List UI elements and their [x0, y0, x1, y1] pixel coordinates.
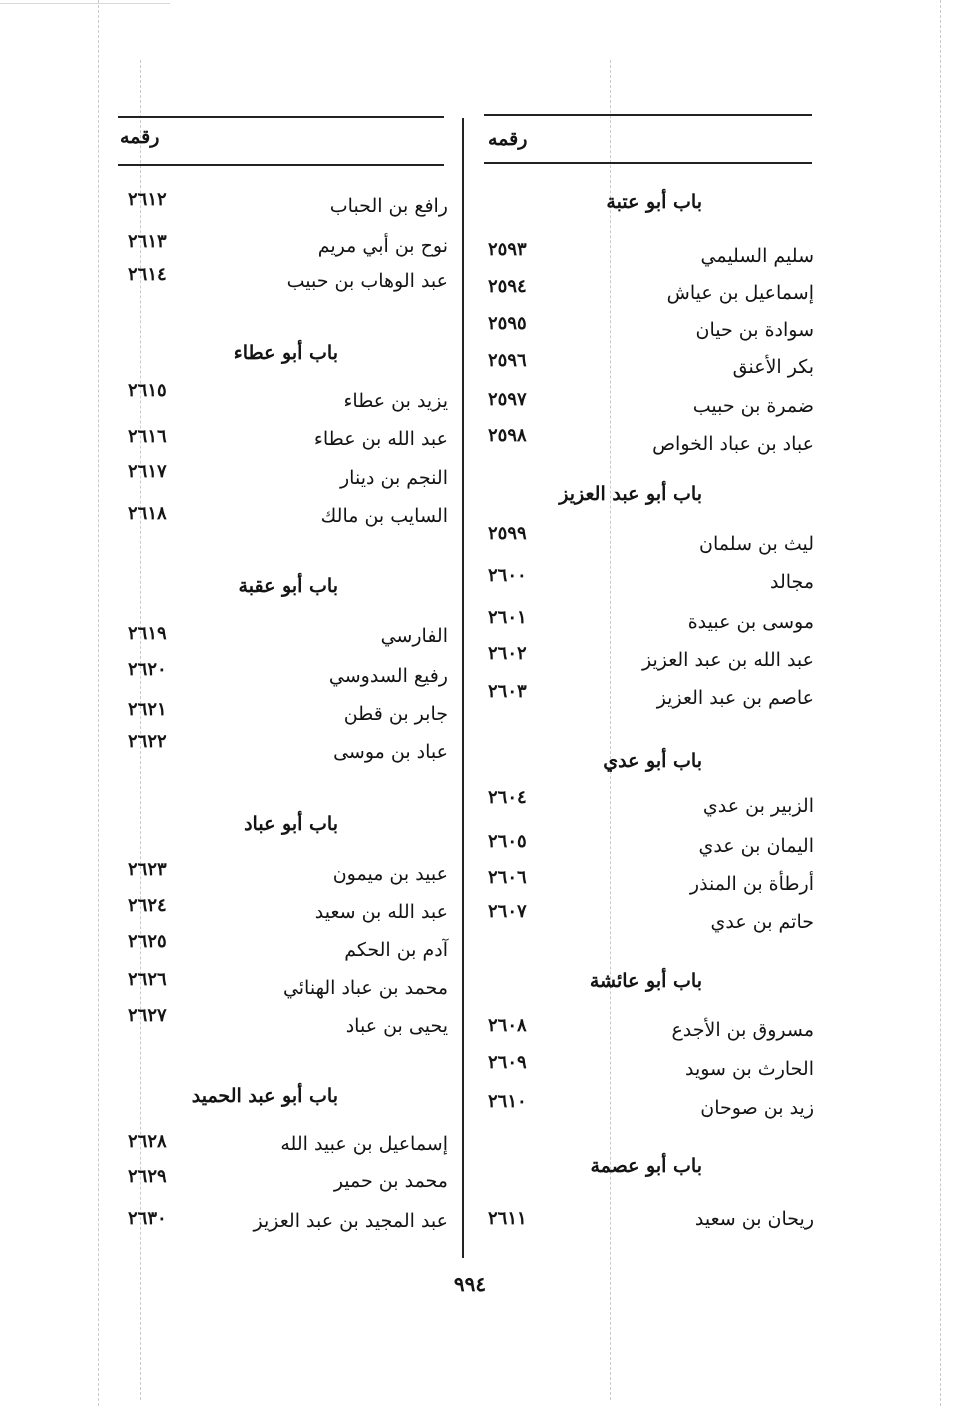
section-heading [484, 745, 814, 777]
entry-number: ٢٦٠٠ [488, 565, 527, 586]
index-entry [118, 660, 448, 692]
narrator-name: أرطأة بن المنذر [689, 873, 814, 895]
narrator-name: محمد بن حمير [333, 1170, 448, 1192]
column-divider [462, 118, 464, 1258]
narrator-name: إسماعيل بن عياش [666, 282, 814, 304]
entry-number: ٢٦٠٨ [488, 1015, 527, 1036]
narrator-name: آدم بن الحكم [344, 939, 448, 961]
section-heading [118, 570, 448, 602]
index-entry [118, 265, 448, 297]
narrator-name: ليث بن سلمان [699, 533, 814, 555]
entry-number: ٢٦٢١ [128, 699, 167, 720]
narrator-name: اليمان بن عدي [698, 835, 814, 857]
index-entry [484, 868, 814, 900]
narrator-name: الفارسي [380, 625, 448, 647]
narrator-name: عبد المجيد بن عبد العزيز [253, 1210, 448, 1232]
index-entry [118, 1165, 448, 1197]
index-entry [484, 901, 814, 938]
entry-number: ٢٦١٦ [128, 426, 167, 447]
index-entry [118, 931, 448, 966]
entry-number: ٢٦٠٢ [488, 643, 527, 664]
index-entry [118, 423, 448, 455]
index-entry [118, 1205, 448, 1237]
entry-number: ٢٦٢٦ [128, 969, 167, 990]
index-entry [484, 390, 814, 422]
entry-number: ٢٥٩٣ [488, 239, 527, 260]
narrator-name: زيد بن صوحان [700, 1097, 814, 1119]
index-entry [484, 787, 814, 822]
section-title: باب أبو عباد [244, 813, 338, 835]
entry-number: ٢٦٠٩ [488, 1052, 527, 1073]
narrator-name: رافع بن الحباب [329, 195, 448, 217]
index-entry [484, 566, 814, 598]
narrator-name: مجالد [770, 571, 814, 593]
section-heading [118, 1080, 448, 1112]
section-heading [118, 337, 448, 369]
entry-number: ٢٦٠٤ [488, 787, 527, 808]
entry-number: ٢٥٩٩ [488, 523, 527, 544]
index-entry [484, 351, 814, 383]
index-entry [118, 1128, 448, 1160]
narrator-name: يزيد بن عطاء [343, 390, 448, 412]
narrator-name: النجم بن دينار [340, 467, 448, 489]
index-entry [484, 1053, 814, 1085]
entry-number: ٢٦٠٣ [488, 681, 527, 702]
narrator-name: سليم السليمي [700, 245, 814, 267]
index-entry [118, 230, 448, 262]
index-entry [118, 698, 448, 730]
narrator-name: رفيع السدوسي [328, 665, 448, 687]
section-title: باب أبو عدي [603, 750, 702, 772]
index-entry [118, 620, 448, 652]
section-heading [484, 186, 814, 218]
entry-number: ٢٦١٩ [128, 623, 167, 644]
index-entry [484, 314, 814, 346]
entry-number: ٢٦١٠ [488, 1091, 527, 1112]
index-entry [484, 682, 814, 714]
entry-number: ٢٦٢٥ [128, 931, 167, 952]
index-entry [118, 896, 448, 928]
right-number-header: رقمه [488, 128, 528, 150]
left-number-header: رقمه [120, 126, 160, 148]
section-title: باب أبو عبد الحميد [191, 1085, 338, 1107]
entry-number: ٢٥٩٨ [488, 425, 527, 446]
entry-number: ٢٦٢٣ [128, 859, 167, 880]
section-title: باب أبو عتبة [606, 191, 702, 213]
narrator-name: الحارث بن سويد [684, 1058, 814, 1080]
index-entry [484, 644, 814, 676]
section-heading [484, 965, 814, 997]
left-column [118, 0, 448, 1406]
narrator-name: ريحان بن سعيد [694, 1208, 814, 1230]
narrator-name: عبيد بن ميمون [332, 863, 448, 885]
index-entry [118, 500, 448, 532]
scan-artifact [98, 0, 99, 1406]
narrator-name: يحيى بن عباد [345, 1015, 448, 1037]
index-entry [484, 523, 814, 560]
entry-number: ٢٦٠٥ [488, 831, 527, 852]
narrator-name: عبد الله بن سعيد [314, 901, 448, 923]
narrator-name: السايب بن مالك [320, 505, 448, 527]
section-heading [484, 1150, 814, 1182]
narrator-name: عبد الوهاب بن حبيب [286, 270, 448, 292]
index-entry [118, 380, 448, 417]
index-entry [118, 969, 448, 1004]
scan-artifact [940, 0, 941, 1406]
section-title: باب أبو عصمة [590, 1155, 702, 1177]
entry-number: ٢٦١١ [488, 1208, 527, 1229]
page-number: ٩٩٤ [453, 1272, 487, 1296]
entry-number: ٢٦٢٤ [128, 895, 167, 916]
entry-number: ٢٦٢٨ [128, 1131, 167, 1152]
narrator-name: إسماعيل بن عبيد الله [280, 1133, 448, 1155]
narrator-name: عباد بن موسى [333, 741, 448, 763]
section-heading [118, 808, 448, 840]
entry-number: ٢٦٢٢ [128, 731, 167, 752]
right-column [484, 0, 814, 1406]
section-title: باب أبو عبد العزيز [559, 483, 702, 505]
entry-number: ٢٥٩٥ [488, 313, 527, 334]
narrator-name: عباد بن عباد الخواص [652, 433, 814, 455]
narrator-name: حاتم بن عدي [710, 911, 814, 933]
narrator-name: الزبير بن عدي [702, 795, 814, 817]
entry-number: ٢٥٩٤ [488, 276, 527, 297]
entry-number: ٢٦٢٧ [128, 1005, 167, 1026]
section-title: باب أبو عطاء [233, 342, 338, 364]
narrator-name: ضمرة بن حبيب [692, 395, 814, 417]
narrator-name: محمد بن عباد الهنائي [282, 977, 448, 999]
narrator-name: عبد الله بن عطاء [313, 428, 448, 450]
index-entry [484, 1014, 814, 1046]
index-entry [484, 425, 814, 460]
index-entry [484, 1092, 814, 1124]
index-entry [118, 858, 448, 890]
entry-number: ٢٥٩٧ [488, 389, 527, 410]
section-title: باب أبو عائشة [589, 970, 702, 992]
index-entry [484, 1203, 814, 1235]
entry-number: ٢٦٢٠ [128, 659, 167, 680]
entry-number: ٢٥٩٦ [488, 350, 527, 371]
narrator-name: عاصم بن عبد العزيز [656, 687, 814, 709]
narrator-name: موسى بن عبيدة [687, 611, 814, 633]
index-entry [484, 277, 814, 309]
index-entry [484, 606, 814, 638]
narrator-name: سوادة بن حيان [695, 319, 814, 341]
entry-number: ٢٦١٥ [128, 380, 167, 401]
section-heading [484, 478, 814, 510]
narrator-name: مسروق بن الأجدع [671, 1019, 814, 1041]
entry-number: ٢٦٠٧ [488, 901, 527, 922]
index-entry [118, 190, 448, 222]
narrator-name: جابر بن قطن [343, 703, 448, 725]
index-entry [118, 1005, 448, 1042]
index-entry [118, 462, 448, 494]
narrator-name: نوح بن أبي مريم [317, 235, 448, 257]
entry-number: ٢٦٠٦ [488, 867, 527, 888]
entry-number: ٢٦٠١ [488, 607, 527, 628]
entry-number: ٢٦١٧ [128, 461, 167, 482]
entry-number: ٢٦١٤ [128, 264, 167, 285]
index-entry [484, 830, 814, 862]
entry-number: ٢٦١٨ [128, 503, 167, 524]
narrator-name: عبد الله بن عبد العزيز [641, 649, 814, 671]
entry-number: ٢٦٢٩ [128, 1166, 167, 1187]
section-title: باب أبو عقبة [238, 575, 338, 597]
entry-number: ٢٦٣٠ [128, 1208, 167, 1229]
entry-number: ٢٦١٢ [128, 189, 167, 210]
index-entry [484, 240, 814, 272]
index-entry [118, 731, 448, 768]
entry-number: ٢٦١٣ [128, 231, 167, 252]
narrator-name: بكر الأعنق [732, 356, 814, 378]
